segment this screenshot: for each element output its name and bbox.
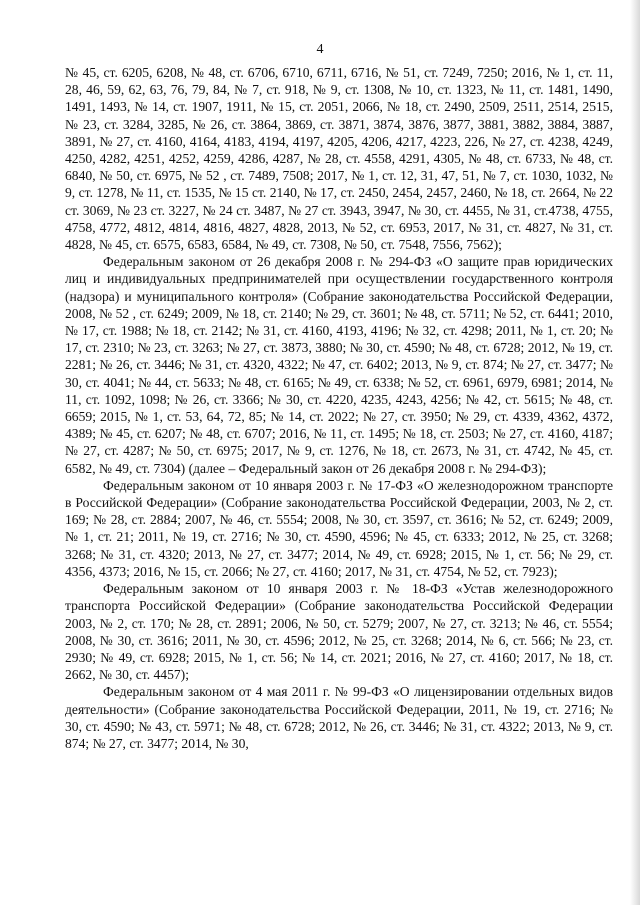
citation-continuation-paragraph: № 45, ст. 6205, 6208, № 48, ст. 6706, 6710, 6711, 6716, № 51, ст. 7249, 7250; 2016, № 1, ст. 11, 28, 46, 59, 62, 63, 76, 79, 84, № 7, ст. 918, № 9, ст. 1308, № 10, ст. 1323, № 11, ст. 1481, 1490, 1491, 1493, № 14, ст. 1907, 1911, № 15, ст. 2051, 2066, № 18, ст. 2490, 2509, 2511, 2514, 2515, № 23, ст. 3284, 3285, № 26, ст. 3864, 3869, ст. 3871, 3874, 3876, 3877, 3881, 3882, 3884, 3887, 3891, № 27, ст. 4160, 4164, 4183, 4194, 4197, 4205, 4206, 4217, 4223, 226, № 27, ст. 4238, 4249, 4250, 4282, 4251, 4252, 4259, 4286, 4287, № 28, ст. 4558, 4291, 4305, № 48, ст. 6733, № 48, ст. 6840, № 50, ст. 6975, № 52 , ст. 7489, 7508; 2017, № 1, ст. 12, 31, 47, 51, № 7, ст. 1030, 1032, № 9, ст. 1278, № 11, ст. 1535, № 15 ст. 2140, № 17, ст. 2450, 2454, 2457, 2460, № 18, ст. 2664, № 22 ст. 3069, № 23 ст. 3227, № 24 ст. 3487, № 27 ст. 3943, 3947, № 30, ст. 4455, № 31, ст.4738, 4755, 4758, 4772, 4812, 4814, 4816, 4827, 4828, 2013, № 52, ст. 6953, 2017, № 31, ст. 4827, № 31, ст. 4828, № 45, ст. 6575, 6583, 6584, № 49, ст. 7308, № 50, ст. 7548, 7556, 7562);	[65, 65, 613, 253]
law-17-fz-paragraph: Федеральным законом от 10 января 2003 г. № 17-ФЗ «О железнодорожном транспорте в Российской Федерации» (Собрание законодательства Российской Федерации, 2003, № 2, ст. 169; № 28, ст. 2884; 2007, № 46, ст. 5554; 2008, № 30, ст. 3597, ст. 3616; № 52, ст. 6249; 2009, № 1, ст. 21; 2011, № 19, ст. 2716; № 30, ст. 4590, 4596; № 45, ст. 6333; 2012, № 25, ст. 3268; 3268; № 31, ст. 4320; 2013, № 27, ст. 3477; 2014, № 49, ст. 6928; 2015, № 1, ст. 56; № 29, ст. 4356, 4373; 2016, № 15, ст. 2066; № 27, ст. 4160; 2017, № 31, ст. 4754, № 52, ст. 7923);	[65, 477, 613, 579]
document-body	[65, 64, 613, 752]
scan-edge-shadow	[630, 0, 640, 905]
law-294-fz-paragraph: Федеральным законом от 26 декабря 2008 г. № 294-ФЗ «О защите прав юридических лиц и индивидуальных предпринимателей при осуществлении государственного контроля (надзора) и муниципального контроля» (Собрание законодательства Российской Федерации, 2008, № 52 , ст. 6249; 2009, № 18, ст. 2140; № 29, ст. 3601; № 48, ст. 5711; № 52, ст. 6441; 2010, № 17, ст. 1988; № 18, ст. 2142; № 31, ст. 4160, 4193, 4196; № 32, ст. 4298; 2011, № 1, ст. 20; № 17, ст. 2310; № 23, ст. 3263; № 27, ст. 3873, 3880; № 30, ст. 4590; № 48, ст. 6728; 2012, № 19, ст. 2281; № 26, ст. 3446; № 31, ст. 4320, 4322; № 47, ст. 6402; 2013, № 9, ст. 874; № 27, ст. 3477; № 30, ст. 4041; № 44, ст. 5633; № 48, ст. 6165; № 49, ст. 6338; № 52, ст. 6961, 6979, 6981; 2014, № 11, ст. 1092, 1098; № 26, ст. 3366; № 30, ст. 4220, 4235, 4243, 4256; № 42, ст. 5615; № 48, ст. 6659; 2015, № 1, ст. 53, 64, 72, 85; № 14, ст. 2022; № 27, ст. 3950; № 29, ст. 4339, 4362, 4372, 4389; № 45, ст. 6207; № 48, ст. 6707; 2016, № 11, ст. 1495; № 18, ст. 2503; № 27, ст. 4160, 4187; № 27, ст. 4287; № 50, ст. 6975; 2017, № 9, ст. 1276, № 18, ст. 2673, № 31, ст. 4742, № 45, ст. 6582, № 49, ст. 7304) (далее – Федеральный закон от 26 декабря 2008 г. № 294-ФЗ);	[65, 254, 613, 476]
law-99-fz-paragraph: Федеральным законом от 4 мая 2011 г. № 99-ФЗ «О лицензировании отдельных видов деятельности» (Собрание законодательства Российской Федерации, 2011, № 19, ст. 2716; № 30, ст. 4590; № 43, ст. 5971; № 48, ст. 6728; 2012, № 26, ст. 3446; № 31, ст. 4322; 2013, № 9, ст. 874; № 27, ст. 3477; 2014, № 30,	[65, 684, 613, 751]
page-number: 4	[316, 42, 324, 57]
law-18-fz-paragraph: Федеральным законом от 10 января 2003 г. № 18-ФЗ «Устав железнодорожного транспорта Российской Федерации» (Собрание законодательства Российской Федерации 2003, № 2, ст. 170; № 28, ст. 2891; 2006, № 50, ст. 5279; 2007, № 27, ст. 3213; № 46, ст. 5554; 2008, № 30, ст. 3616; 2011, № 30, ст. 4596; 2012, № 25, ст. 3268; 2014, № 6, ст. 566; № 23, ст. 2930; № 49, ст. 6928; 2015, № 1, ст. 56; № 14, ст. 2021; 2016, № 27, ст. 4160; 2017, № 18, ст. 2662, № 30, ст. 4457);	[65, 581, 613, 683]
